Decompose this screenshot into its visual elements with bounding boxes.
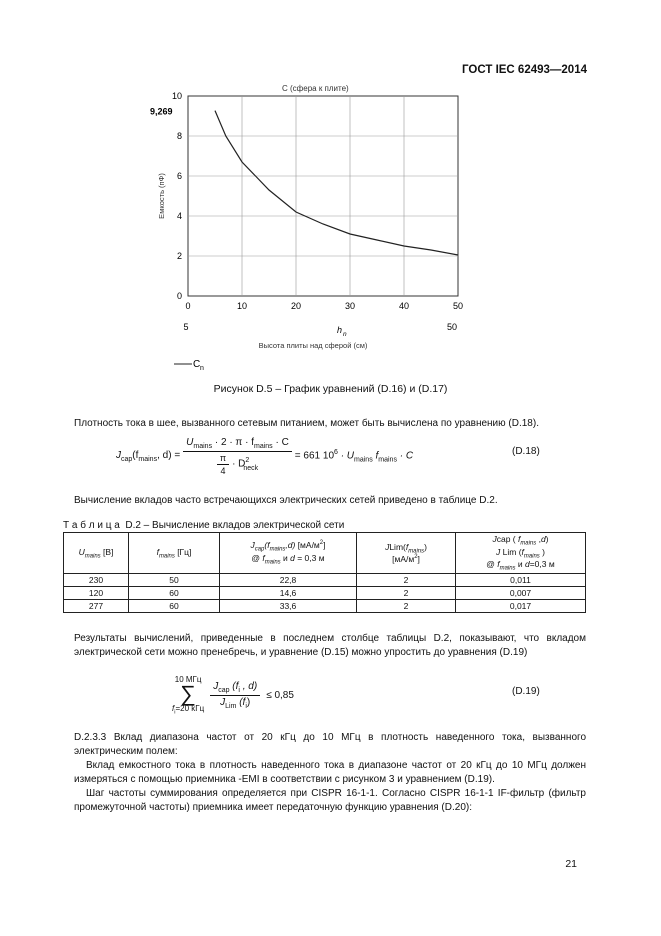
x-secondary-label: 50 — [446, 322, 458, 332]
eq18-label: (D.18) — [512, 446, 540, 457]
header-jcap: $J_{cap}(f_{mains},d)$ $[мА/м^2]$ @ $f_{mains}$ и d = 0,3 м — [220, 533, 357, 574]
x-axis-symbol-sub: n — [343, 331, 347, 338]
header-f-mains: $f_{mains}$ [Гц] — [129, 533, 220, 574]
chart-title: C (сфера к плите) — [282, 84, 349, 93]
eq18-fraction: $U_{mains} \cdot 2 \cdot \pi \cdot f_{mains} \cdot C$ $\frac{\pi}{4}$ · $D^2_{neck}$ — [183, 437, 292, 476]
y-axis-label: Емкость (пФ) — [157, 173, 166, 219]
table-cell: 2 — [357, 600, 456, 613]
eq19-fraction: $\frac{J_{cap} (f_i , d)}{J_{Lim} (f_i)}$ — [210, 681, 260, 710]
series-line — [215, 111, 458, 255]
paragraph-4: D.2.3.3 Вклад диапазона частот от 20 кГц до 10 МГц в плотность наведенного тока, вызванного электрическим полем: — [74, 732, 586, 757]
y-tick-label: 10 — [171, 91, 182, 101]
x-axis-symbol: h — [337, 325, 343, 335]
y-annotation: 9,269 — [150, 106, 173, 117]
document-header: ГОСТ IEC 62493—2014 — [462, 64, 587, 76]
table-cell: 22,8 — [220, 574, 357, 587]
paragraph-2: Вычисление вкладов часто встречающихся электрических сетей приведено в таблице D.2. — [74, 495, 498, 506]
table-cell: 2 — [357, 574, 456, 587]
table-cell: 2 — [357, 587, 456, 600]
table-row — [64, 574, 586, 587]
table-cell: 33,6 — [220, 600, 357, 613]
x-tick-label: 40 — [398, 301, 410, 311]
table-cell: 14,6 — [220, 587, 357, 600]
paragraph-3: Результаты вычислений, приведенные в последнем столбце таблицы D.2, показывают, что вкладом электрической сети можно пренебречь, и уравнение (D.15) можно упростить до уравнения (D.19) — [74, 633, 586, 658]
x-tick-label: 0 — [185, 301, 191, 311]
eq18-lhs: $J_{cap}(f_{mains}$, d) = — [116, 450, 181, 463]
legend-label: C — [193, 359, 201, 370]
y-tick-label: 0 — [176, 291, 182, 301]
x-secondary-label: 5 — [183, 322, 189, 332]
page-number: 21 — [565, 858, 577, 870]
eq19-sum: 10 МГц ∑ $f_i=20$ kГц — [172, 675, 205, 716]
figure-caption: Рисунок D.5 – График уравнений (D.16) и (D.17) — [213, 383, 448, 395]
x-axis-label: Высота плиты над сферой (см) — [258, 341, 368, 350]
equation-d19 — [172, 675, 294, 716]
header-jlim: $JLim(f_{mains})$ $[мА/м^2]$ — [357, 533, 456, 574]
paragraph-6: Шаг частоты суммирования определяется при CISPR 16-1-1. Согласно CISPR 16-1-1 IF-фильтр (фильтр промежуточной частоты) приемника имеет передаточную функцию уравнения (D.20): — [74, 788, 586, 813]
paragraph-5: Вклад емкостного тока в плотность наведенного тока в диапазоне частот от 20 кГц до 10 МГц должен измеряться с помощью приемника -EMI в соответствии с рисунком 3 и уравнением (D.19). — [74, 760, 586, 785]
y-tick-label: 4 — [176, 211, 182, 221]
eq19-label: (D.19) — [512, 686, 540, 697]
capacitance-chart — [150, 80, 480, 370]
table-cell: 0,011 — [456, 574, 586, 587]
paragraph-1: Плотность тока в шее, вызванного сетевым питанием, может быть вычислена по уравнению (D.18). — [74, 418, 539, 429]
table-caption: Т а б л и ц а D.2 – Вычисление вкладов электрической сети — [63, 520, 345, 531]
y-tick-label: 2 — [176, 251, 182, 261]
x-tick-label: 50 — [452, 301, 464, 311]
table-cell: 120 — [64, 587, 129, 600]
eq18-rhs: = 661 $10^6 \cdot U_{mains}$ $f_{mains} \cdot C$ — [294, 449, 414, 464]
header-u-mains: $U_{mains}$ [В] — [64, 533, 129, 574]
table-cell: 0,007 — [456, 587, 586, 600]
header-ratio: Jcap ( $f_{mains}$ ,d) J Lim ($f_{mains}$ ) @ $f_{mains}$ и d=0,3 м — [456, 533, 586, 574]
y-tick-label: 8 — [176, 131, 182, 141]
x-tick-label: 10 — [236, 301, 248, 311]
equation-d18 — [116, 437, 413, 476]
table-header-row — [64, 533, 586, 574]
plot-frame — [188, 96, 458, 296]
table-d2 — [63, 532, 586, 613]
eq19-rhs: ≤ 0,85 — [266, 689, 294, 701]
x-tick-label: 20 — [290, 301, 302, 311]
table-cell: 277 — [64, 600, 129, 613]
table-cell: 60 — [129, 587, 220, 600]
table-row — [64, 600, 586, 613]
y-tick-label: 6 — [176, 171, 182, 181]
table-row — [64, 587, 586, 600]
table-cell: 0,017 — [456, 600, 586, 613]
table-cell: 230 — [64, 574, 129, 587]
table-cell: 50 — [129, 574, 220, 587]
legend-label-sub: n — [200, 365, 204, 370]
x-tick-label: 30 — [344, 301, 356, 311]
table-cell: 60 — [129, 600, 220, 613]
